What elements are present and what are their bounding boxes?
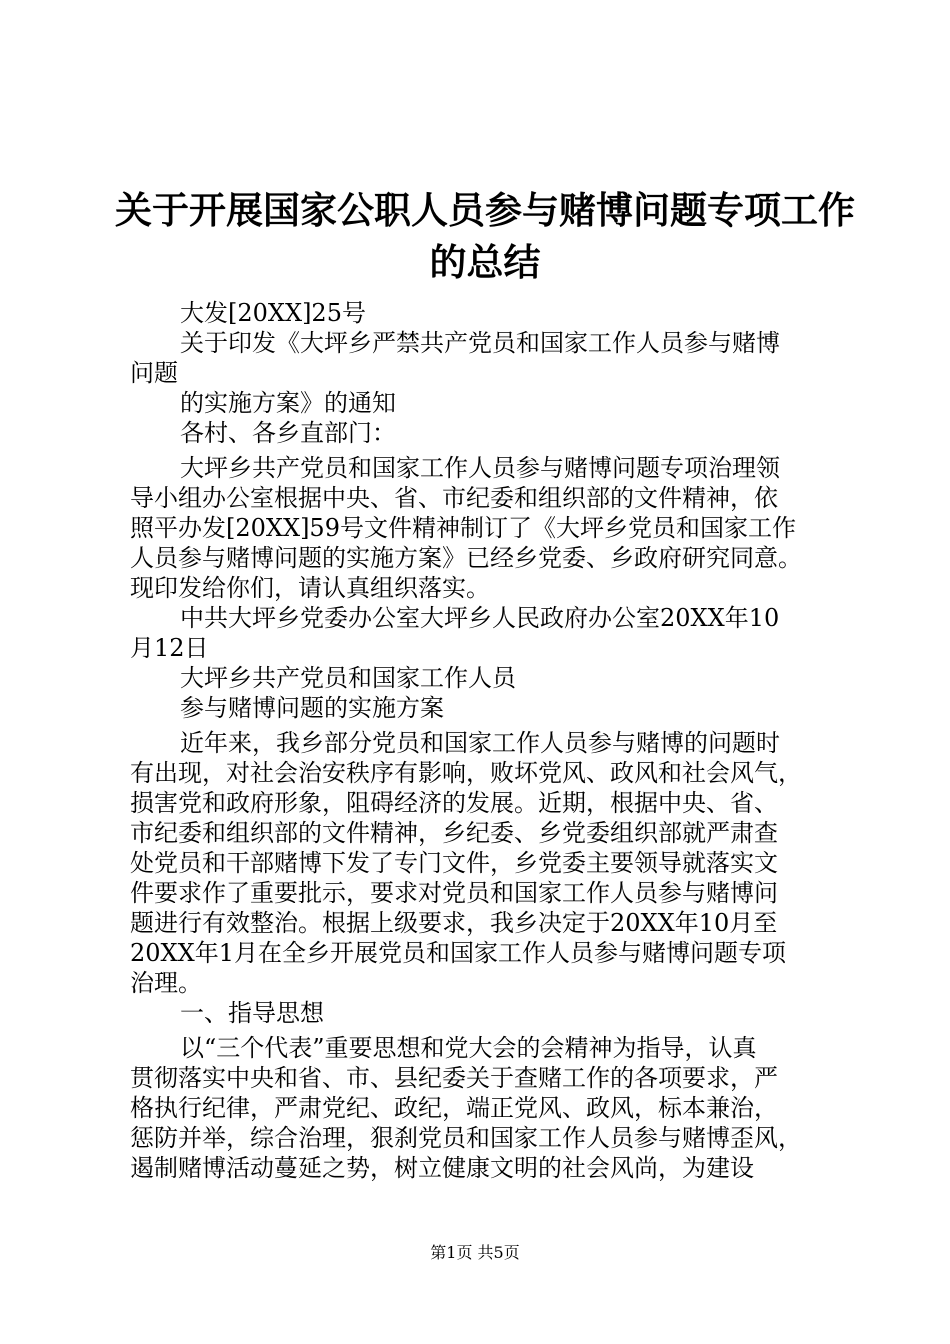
paragraph-line: 近年来，我乡部分党员和国家工作人员参与赌博的问题时 (180, 729, 780, 757)
paragraph-line: 格执行纪律，严肃党纪、政纪，端正党风、政风，标本兼治， (130, 1094, 778, 1122)
document-title-line-2: 的总结 (429, 240, 541, 284)
notice-title-line: 问题 (130, 359, 178, 387)
paragraph-line: 导小组办公室根据中央、省、市纪委和组织部的文件精神，依 (130, 484, 778, 512)
paragraph-line: 照平办发[20XX]59号文件精神制订了《大坪乡党员和国家工作 (130, 514, 796, 542)
paragraph-line: 处党员和干部赌博下发了专门文件，乡党委主要领导就落实文 (130, 849, 778, 877)
paragraph-line: 题进行有效整治。根据上级要求，我乡决定于20XX年10月至 (130, 909, 778, 937)
paragraph-line: 损害党和政府形象，阻碍经济的发展。近期，根据中央、省、 (130, 789, 778, 817)
signature-date-line: 月12日 (130, 634, 209, 662)
paragraph-line: 以“三个代表”重要思想和党大会的会精神为指导，认真 (180, 1034, 757, 1062)
addressee-line: 各村、各乡直部门： (180, 419, 396, 447)
page-footer: 第1页 共5页 (430, 1243, 520, 1262)
plan-title-line: 参与赌博问题的实施方案 (180, 694, 444, 722)
paragraph-line: 遏制赌博活动蔓延之势，树立健康文明的社会风尚，为建设 (130, 1154, 754, 1182)
paragraph-line: 现印发给你们，请认真组织落实。 (130, 574, 490, 602)
section-heading: 一、指导思想 (180, 999, 324, 1027)
doc-number: 大发[20XX]25号 (180, 299, 366, 327)
paragraph-line: 贯彻落实中央和省、市、县纪委关于查赌工作的各项要求，严 (130, 1064, 778, 1092)
paragraph-line: 人员参与赌博问题的实施方案》已经乡党委、乡政府研究同意。 (130, 544, 802, 572)
paragraph-line: 大坪乡共产党员和国家工作人员参与赌博问题专项治理领 (180, 454, 780, 482)
paragraph-line: 20XX年1月在全乡开展党员和国家工作人员参与赌博问题专项 (130, 939, 786, 967)
notice-title-line: 的实施方案》的通知 (180, 389, 396, 417)
paragraph-line: 市纪委和组织部的文件精神，乡纪委、乡党委组织部就严肃查 (130, 819, 778, 847)
paragraph-line: 治理。 (130, 969, 202, 997)
paragraph-line: 惩防并举，综合治理，狠刹党员和国家工作人员参与赌博歪风， (130, 1124, 802, 1152)
paragraph-line: 件要求作了重要批示，要求对党员和国家工作人员参与赌博问 (130, 879, 778, 907)
paragraph-line: 有出现，对社会治安秩序有影响，败坏党风、政风和社会风气， (130, 759, 802, 787)
notice-title-line: 关于印发《大坪乡严禁共产党员和国家工作人员参与赌博 (180, 329, 780, 357)
signature-line: 中共大坪乡党委办公室大坪乡人民政府办公室20XX年10 (180, 604, 780, 632)
document-title-line-1: 关于开展国家公职人员参与赌博问题专项工作 (115, 188, 855, 232)
plan-title-line: 大坪乡共产党员和国家工作人员 (180, 664, 516, 692)
